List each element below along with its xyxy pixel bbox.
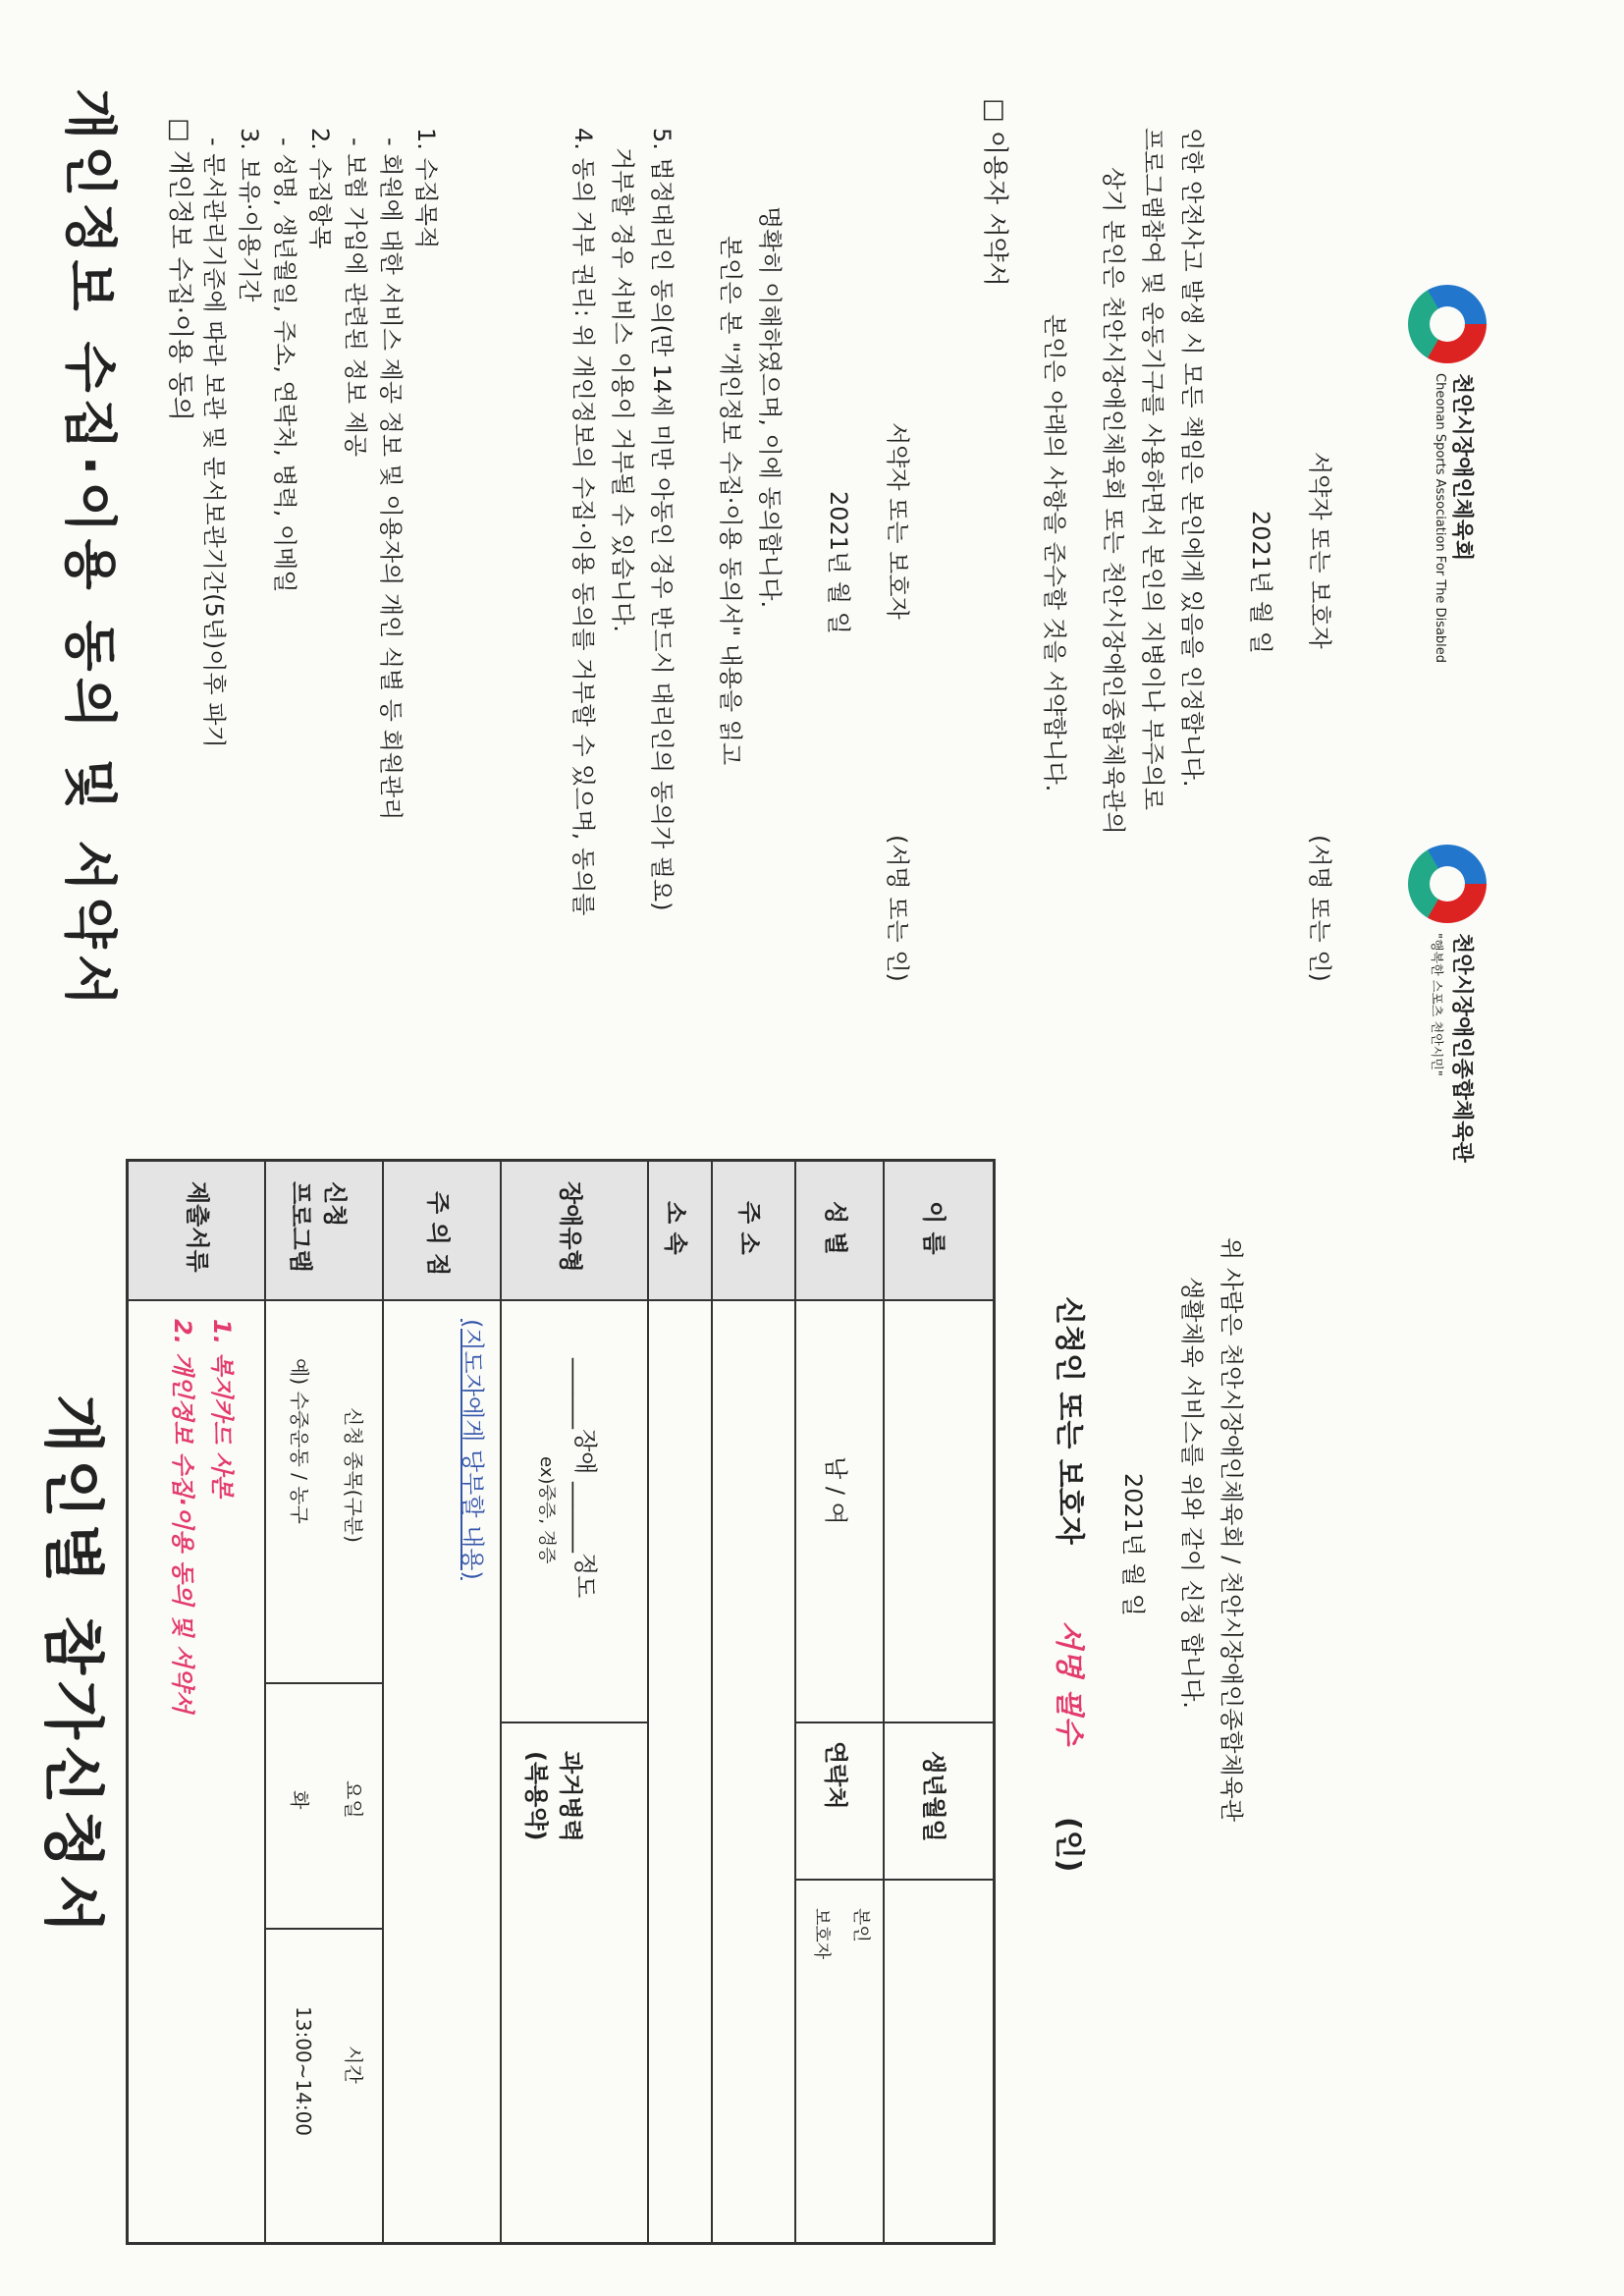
program-time-header: 시간 (342, 2046, 365, 2084)
logo-association-sub: Cheonan Sports Association For The Disabled (1433, 373, 1447, 664)
logo-gym-name: 천안시장애인종합체육관 (1449, 933, 1474, 1163)
program-day-example[interactable]: 화 (288, 1790, 311, 1810)
consent-item: - 보험 가입에 관련된 정보 제공 (342, 137, 369, 458)
logo-gym-sub: "행복한 스포츠 천안시민" (1429, 933, 1443, 1076)
pledge-section: □ 이용자 서약서 (980, 98, 1009, 287)
logo-association-name: 천안시장애인체육회 (1449, 373, 1474, 562)
label-notes: 주 의 점 (424, 1191, 452, 1277)
applicant-label: 신청인 또는 보호자 (1052, 1296, 1086, 1545)
application-date: 2021년 월 일 (1119, 1473, 1147, 1616)
label-birth: 생년월일 (920, 1751, 947, 1842)
sign-required: 서명 필수 (1052, 1620, 1086, 1745)
label-gender: 성 별 (822, 1201, 849, 1255)
label-name: 이 름 (920, 1201, 947, 1255)
consent-signer: 서약자 또는 보호자 (884, 422, 911, 620)
label-address: 주 소 (735, 1201, 763, 1255)
consent-sign[interactable]: (서명 또는 인) (884, 835, 911, 982)
label-self: 본인 (850, 1908, 871, 1942)
statement-line2: 생활체육 서비스를 위와 같이 신청 합니다. (1178, 1277, 1206, 1709)
statement-line1: 위 사람은 천안시장애인체육회 / 천안시장애인종합체육관 (1218, 1237, 1245, 1823)
document-1: 1. 복지카드 사본 (208, 1319, 236, 1498)
program-time-example[interactable]: 13:00~14:00 (292, 2006, 315, 2137)
gym-emblem-icon (1408, 845, 1487, 923)
consent-agree-line1: 본인은 본 "개인정보 수집·이용 동의서" 내용을 읽고 (717, 236, 744, 766)
consent-item: 거부할 경우 서비스 이용이 거부될 수 있습니다. (609, 147, 636, 632)
pledge-signer: 서약자 또는 보호자 (1306, 452, 1333, 649)
pledge-line3: 인한 안전사고 발생 시 모든 책임은 본인에게 있음을 인정합니다. (1178, 128, 1206, 788)
gender-value[interactable]: 남 / 여 (822, 1456, 849, 1525)
consent-item: 2. 수집항목 (306, 128, 334, 249)
label-medication: 과거병력 (복용약) (522, 1751, 584, 1842)
label-guardian: 보호자 (811, 1908, 832, 1960)
notes-hint: (지도자에게 당부할 내용) (459, 1319, 486, 1580)
label-program: 신청 프로그램 (287, 1181, 349, 1273)
consent-item: - 문서관리기준에 따라 보관 및 문서보관기간(5년)이후 파기 (200, 137, 228, 748)
label-affiliation: 소 속 (662, 1201, 689, 1255)
pledge-line0: 본인은 아래의 사항을 준수할 것을 서약합니다. (1041, 314, 1068, 793)
consent-item: 5. 법정대리인 동의(만 14세 미만 아동인 경우 반드시 대리인의 동의가 필요) (648, 128, 676, 911)
label-contact: 연락처 (822, 1741, 849, 1810)
consent-section1: □ 개인정보 수집·이용 동의 (165, 118, 194, 421)
pledge-sign[interactable]: (서명 또는 인) (1306, 835, 1333, 982)
consent-date: 2021년 월 일 (825, 491, 852, 634)
document-2: 2. 개인정보 수집·이용 동의 및 서약서 (169, 1319, 196, 1714)
pledge-line2: 프로그램참여 및 운동기구를 사용하면서 본인의 지병이나 부주의로 (1139, 128, 1166, 810)
program-item-header: 신청 종목(구분) (342, 1407, 365, 1543)
association-emblem-icon (1408, 285, 1487, 363)
program-item-example[interactable]: 예) 수중운동 / 농구 (288, 1358, 311, 1524)
pledge-date: 2021년 월 일 (1247, 511, 1274, 654)
pledge-line1: 상기 본인은 천안시장애인체육회 또는 천안시장애인종합체육관의 (1100, 167, 1127, 835)
label-documents: 제출서류 (184, 1181, 211, 1273)
application-title: 개인별 참가신청서 (37, 1394, 109, 1940)
consent-item: - 회원에 대한 서비스 제공 정보 및 이용자의 개인 식별 등 회원관리 (377, 137, 405, 821)
consent-item: 3. 보유·이용기간 (236, 128, 263, 302)
consent-item: 4. 동의 거부 권리: 위 개인정보의 수집·이용 동의를 거부할 수 있으며, 동의를 (569, 128, 597, 916)
logo-gym (1408, 845, 1487, 1163)
applicant-seal[interactable]: (인) (1052, 1817, 1086, 1873)
logo-association (1408, 285, 1487, 664)
disability-example: ex)중증, 경증 (536, 1456, 557, 1564)
application-table (126, 1159, 996, 2245)
consent-agree-line2: 명확히 이해하였으며, 이에 동의합니다. (756, 206, 784, 609)
consent-item: 1. 수집목적 (412, 128, 440, 249)
program-day-header: 요일 (342, 1780, 365, 1819)
consent-item: - 성명, 생년월일, 주소, 연락처, 병력, 이메일 (271, 137, 298, 593)
disability-value[interactable]: ______장애 ______정도 (571, 1358, 599, 1599)
label-disability-type: 장애유형 (557, 1181, 584, 1273)
consent-title: 개인정보 수집·이용 동의 및 서약서 (59, 88, 121, 1012)
